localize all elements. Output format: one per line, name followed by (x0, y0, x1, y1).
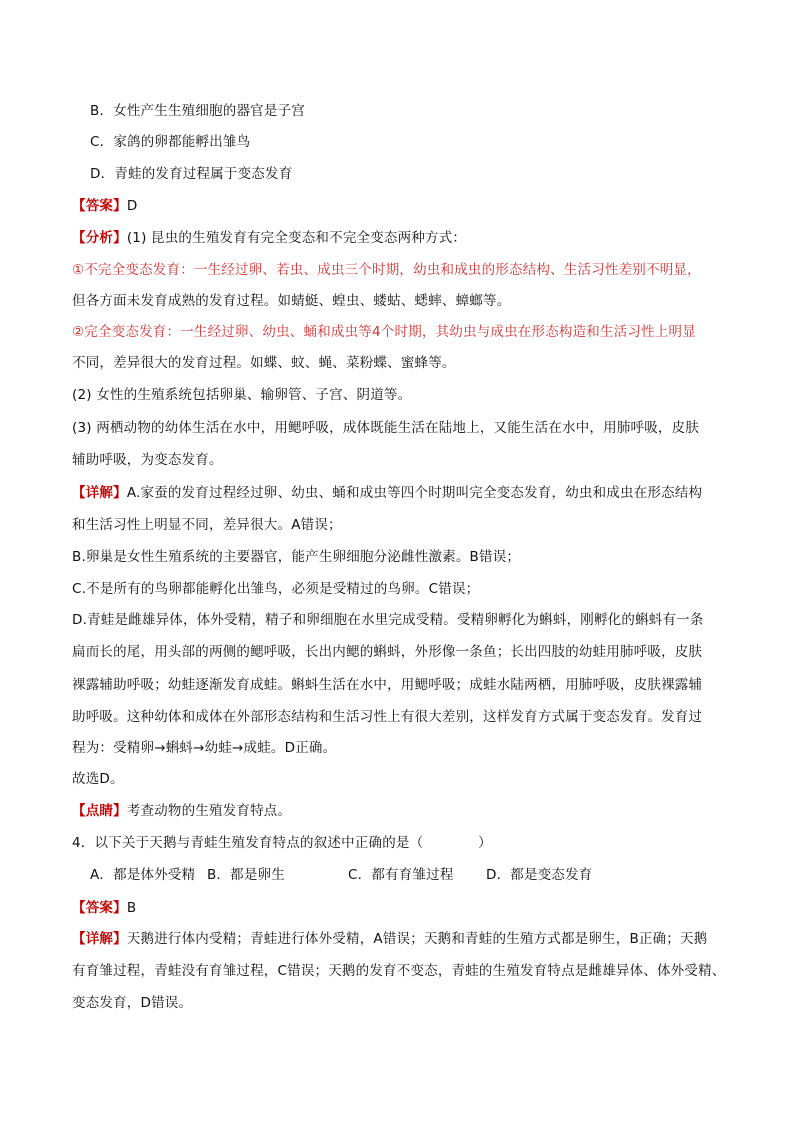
detail-tag: 【详解】 (72, 485, 127, 501)
question-4-stem: 4．以下关于天鹅与青蛙生殖发育特点的叙述中正确的是（ ） (72, 835, 492, 851)
option-b: B．女性产生生殖细胞的器官是子宫 (90, 103, 305, 119)
detail-d-3: 裸露辅助呼吸；幼蛙逐渐发育成蛙。蝌蚪生活在水中，用鳃呼吸；成蛙水陆两栖，用肺呼吸，皮肤裸露辅 (72, 677, 703, 693)
analysis-red-2a: ②完全变态发育：一生经过卵、幼虫、蛹和成虫等4个时期，其幼虫与成虫在形态构造和生活习性上明显 (72, 324, 696, 340)
analysis-red-1a: ①不完全变态发育：一生经过卵、若虫、成虫三个时期，幼虫和成虫的形态结构、生活习性差别不明显， (72, 262, 701, 278)
q4-option-d: D．都是变态发育 (486, 867, 593, 883)
detail-d-1: D.青蛙是雌雄异体，体外受精，精子和卵细胞在水里完成受精。受精卵孵化为蝌蚪，刚孵化的蝌蚪有一条 (72, 612, 704, 628)
q4-option-b: B．都是卵生 (207, 867, 285, 883)
analysis-line-3b: 辅助呼吸，为变态发育。 (72, 452, 223, 468)
detail-text: A.家蚕的发育过程经过卵、幼虫、蛹和成虫等四个时期叫完全变态发育，幼虫和成虫在形态结构 (126, 485, 703, 501)
note-q3 (72, 802, 291, 820)
q4-option-a: A．都是体外受精 (90, 867, 196, 883)
detail-d-4: 助呼吸。这种幼体和成体在外部形态结构和生活习性上有很大差别，这样发育方式属于变态发育。发育过 (72, 709, 703, 725)
analysis-text: (1) 昆虫的生殖发育有完全变态和不完全变态两种方式： (126, 230, 467, 246)
detail-a-2: 和生活习性上明显不同，差异很大。A错误； (72, 517, 342, 533)
q4-option-c: C．都有育雏过程 (348, 867, 454, 883)
q4-detail-tag: 【详解】 (72, 931, 127, 947)
option-c: C．家鸽的卵都能孵出雏鸟 (90, 134, 251, 150)
q4-answer-tag: 【答案】 (72, 900, 127, 916)
q4-detail-1 (72, 930, 707, 948)
analysis-red-1b: 但各方面未发育成熟的发育过程。如蜻蜓、蝗虫、蝼蛄、蟋蟀、蟑螂等。 (72, 293, 511, 309)
option-d: D．青蛙的发育过程属于变态发育 (90, 166, 293, 182)
question-4-options (90, 866, 593, 884)
conclusion: 故选D。 (72, 771, 124, 787)
note-text: 考查动物的生殖发育特点。 (126, 803, 292, 819)
answer-value: D (126, 198, 138, 214)
answer-tag: 【答案】 (72, 198, 127, 214)
detail-a-1 (72, 484, 702, 502)
note-tag: 【点睛】 (72, 803, 127, 819)
answer-q4 (72, 899, 136, 917)
answer-q3 (72, 197, 137, 215)
detail-d-5: 程为：受精卵→蝌蚪→幼蛙→成蛙。D正确。 (72, 740, 337, 756)
q4-detail-2: 有育雏过程，青蛙没有育雏过程，C错误；天鹅的发育不变态，青蛙的生殖发育特点是雌雄异体、体外受精、 (72, 963, 726, 979)
analysis-line-2: (2) 女性的生殖系统包括卵巢、输卵管、子宫、阴道等。 (72, 387, 412, 403)
analysis-line-1 (72, 229, 466, 247)
q4-detail-3: 变态发育，D错误。 (72, 995, 193, 1011)
analysis-tag: 【分析】 (72, 230, 127, 246)
detail-c: C.不是所有的鸟卵都能孵化出雏鸟，必须是受精过的鸟卵。C错误； (72, 581, 480, 597)
analysis-red-2b: 不同，差异很大的发育过程。如蝶、蚊、蝇、菜粉蝶、蜜蜂等。 (72, 355, 456, 371)
q4-detail-text: 天鹅进行体内受精；青蛙进行体外受精，A错误；天鹅和青蛙的生殖方式都是卵生，B正确；天鹅 (126, 931, 708, 947)
q4-answer-value: B (126, 900, 137, 916)
analysis-line-3a: (3) 两栖动物的幼体生活在水中，用鳃呼吸，成体既能生活在陆地上，又能生活在水中，用肺呼吸，皮肤 (72, 420, 700, 436)
detail-d-2: 扁而长的尾，用头部的两侧的鳃呼吸，长出内鳃的蝌蚪，外形像一条鱼；长出四肢的幼蛙用肺呼吸，皮肤 (72, 644, 703, 660)
detail-b: B.卵巢是女性生殖系统的主要器官，能产生卵细胞分泌雌性激素。B错误； (72, 549, 521, 565)
